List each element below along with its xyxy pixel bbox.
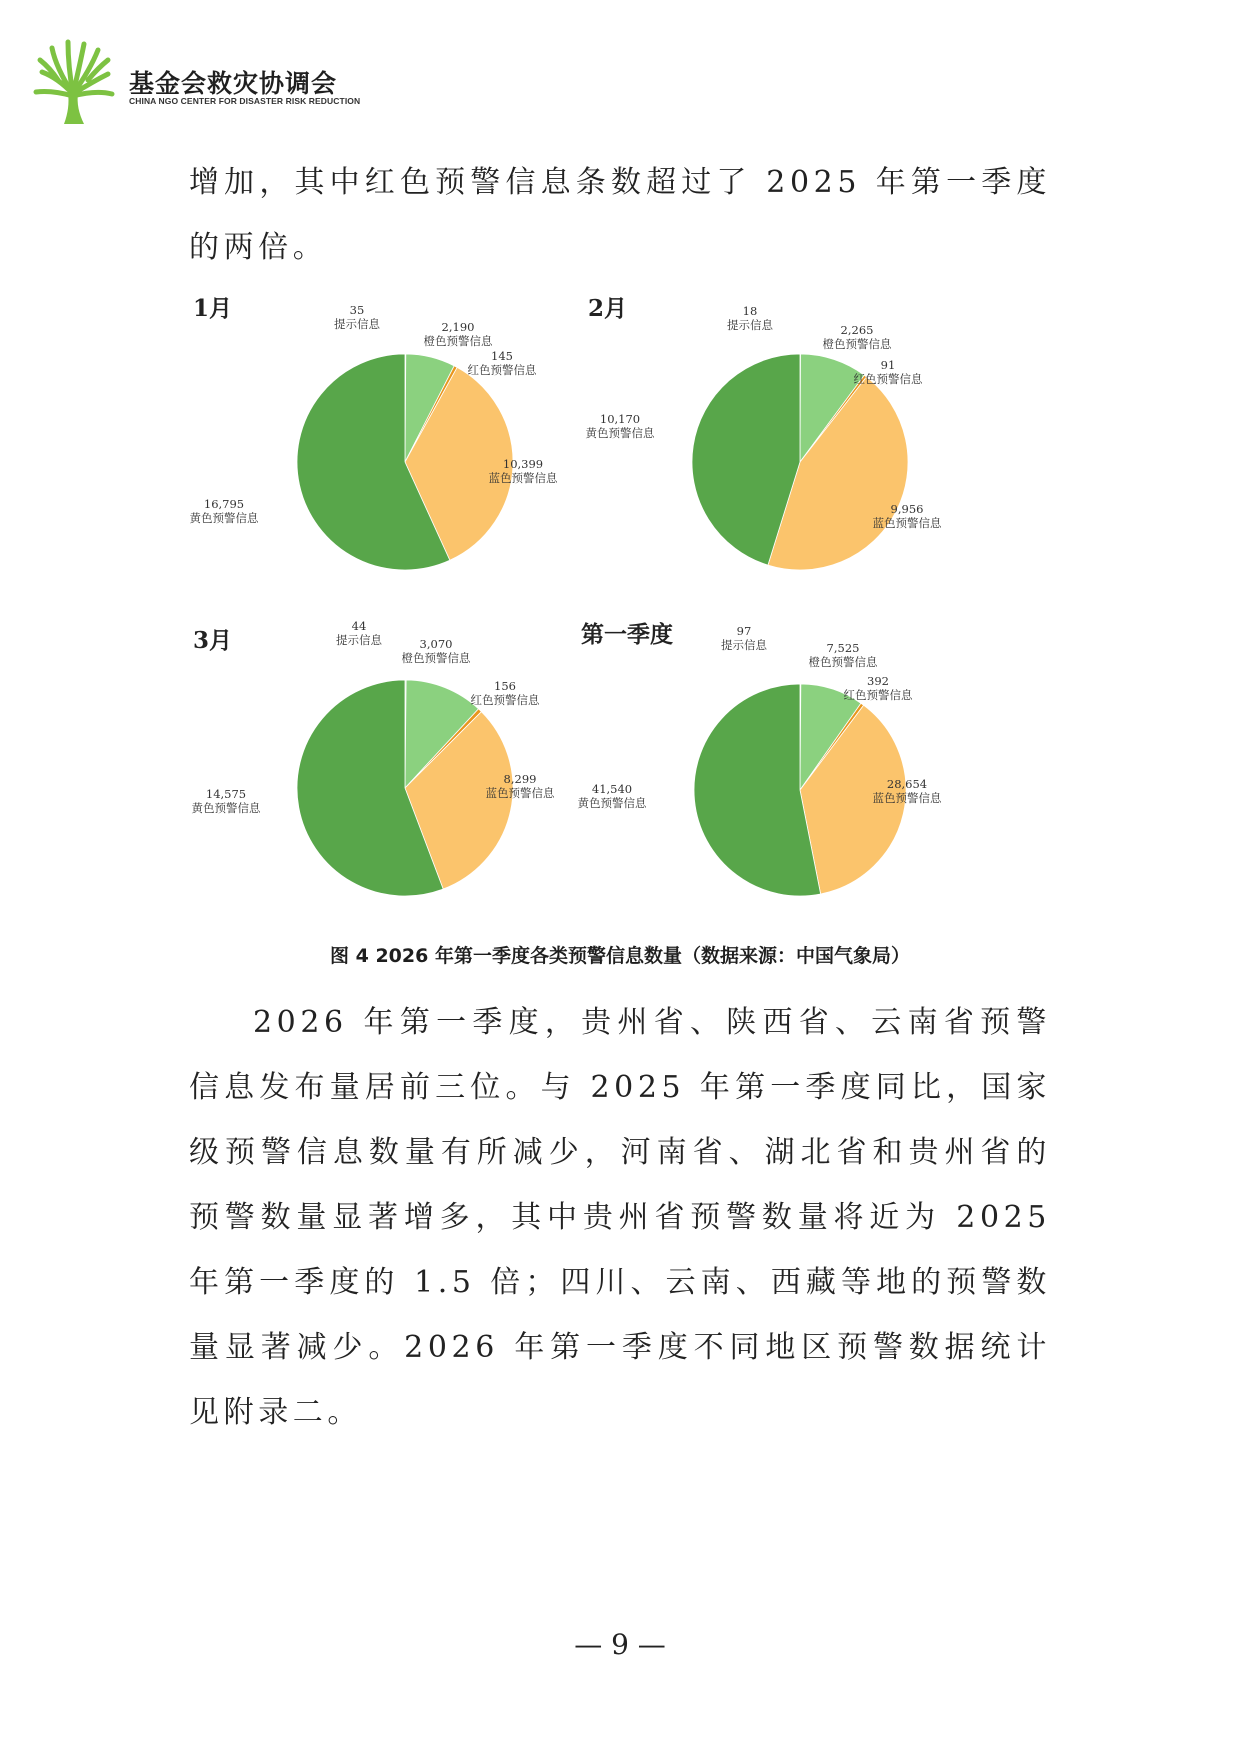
data-label-value: 41,540 bbox=[591, 782, 633, 796]
header-logo bbox=[28, 38, 361, 128]
data-label-category: 红色预警信息 bbox=[470, 693, 540, 707]
page-number: — 9 — bbox=[574, 1628, 666, 1661]
data-label-category: 橙色预警信息 bbox=[822, 337, 892, 351]
tree-logo-icon bbox=[28, 38, 118, 128]
data-label-category: 橙色预警信息 bbox=[423, 334, 493, 348]
data-label-value: 2,190 bbox=[441, 320, 475, 334]
figure-caption: 图 4 2026 年第一季度各类预警信息数量（数据来源：中国气象局） bbox=[330, 945, 910, 967]
data-label-category: 黄色预警信息 bbox=[577, 796, 647, 810]
data-label-value: 28,654 bbox=[886, 777, 928, 791]
data-label-category: 蓝色预警信息 bbox=[872, 791, 942, 805]
data-label-value: 156 bbox=[494, 679, 516, 693]
data-label-category: 红色预警信息 bbox=[843, 688, 913, 702]
pie-title: 第一季度 bbox=[581, 621, 673, 648]
data-label-category: 蓝色预警信息 bbox=[485, 786, 555, 800]
data-label-value: 91 bbox=[880, 358, 896, 372]
data-label-category: 提示信息 bbox=[334, 317, 380, 331]
org-name-en: CHINA NGO CENTER FOR DISASTER RISK REDUCTION bbox=[129, 96, 361, 106]
warning-pie-charts bbox=[190, 290, 1050, 930]
data-label-value: 10,399 bbox=[502, 457, 544, 471]
data-label-category: 黄色预警信息 bbox=[585, 426, 655, 440]
body-paragraph-1: 增加，其中红色预警信息条数超过了 2025 年第一季度的两倍。 bbox=[189, 165, 1051, 265]
data-label-value: 3,070 bbox=[419, 637, 453, 651]
org-name-cn: 基金会救灾协调会 bbox=[129, 69, 338, 98]
data-label-value: 35 bbox=[349, 303, 365, 317]
data-label-value: 16,795 bbox=[203, 497, 245, 511]
data-label-value: 145 bbox=[491, 349, 513, 363]
pie-title: 2月 bbox=[588, 295, 628, 322]
pie-chart-3 bbox=[192, 619, 555, 896]
pie-title: 1月 bbox=[193, 295, 233, 322]
data-label-category: 提示信息 bbox=[336, 633, 382, 647]
data-label-value: 392 bbox=[867, 674, 889, 688]
data-label-value: 44 bbox=[351, 619, 367, 633]
data-label-value: 9,956 bbox=[890, 502, 924, 516]
data-label-value: 8,299 bbox=[503, 772, 537, 786]
pie-chart-1 bbox=[190, 295, 558, 570]
data-label-category: 橙色预警信息 bbox=[808, 655, 878, 669]
data-label-category: 提示信息 bbox=[721, 638, 767, 652]
data-label-value: 10,170 bbox=[599, 412, 641, 426]
pie-chart-2 bbox=[586, 295, 942, 570]
data-label-value: 14,575 bbox=[205, 787, 247, 801]
data-label-category: 红色预警信息 bbox=[467, 363, 537, 377]
pie-chart-4 bbox=[578, 621, 942, 896]
data-label-category: 橙色预警信息 bbox=[401, 651, 471, 665]
data-label-category: 黄色预警信息 bbox=[191, 801, 261, 815]
pie-title: 3月 bbox=[193, 627, 233, 654]
data-label-category: 提示信息 bbox=[727, 318, 773, 332]
data-label-value: 18 bbox=[742, 304, 758, 318]
data-label-category: 蓝色预警信息 bbox=[872, 516, 942, 530]
data-label-category: 红色预警信息 bbox=[853, 372, 923, 386]
data-label-category: 蓝色预警信息 bbox=[488, 471, 558, 485]
body-paragraph-2: 2026 年第一季度，贵州省、陕西省、云南省预警信息发布量居前三位。与 2025 年第一季度同比，国家级预警信息数量有所减少，河南省、湖北省和贵州省的预警数量显著增多，其中贵州省预警数量将近为 2025 年第一季度的 1.5 倍；四川、云南、西藏等地的预警数量显著减少。2026 年第一季度不同地区预警数据统计见附录二。 bbox=[189, 1005, 1051, 1430]
data-label-value: 7,525 bbox=[826, 641, 860, 655]
data-label-value: 97 bbox=[736, 624, 752, 638]
data-label-value: 2,265 bbox=[840, 323, 874, 337]
data-label-category: 黄色预警信息 bbox=[190, 511, 259, 525]
